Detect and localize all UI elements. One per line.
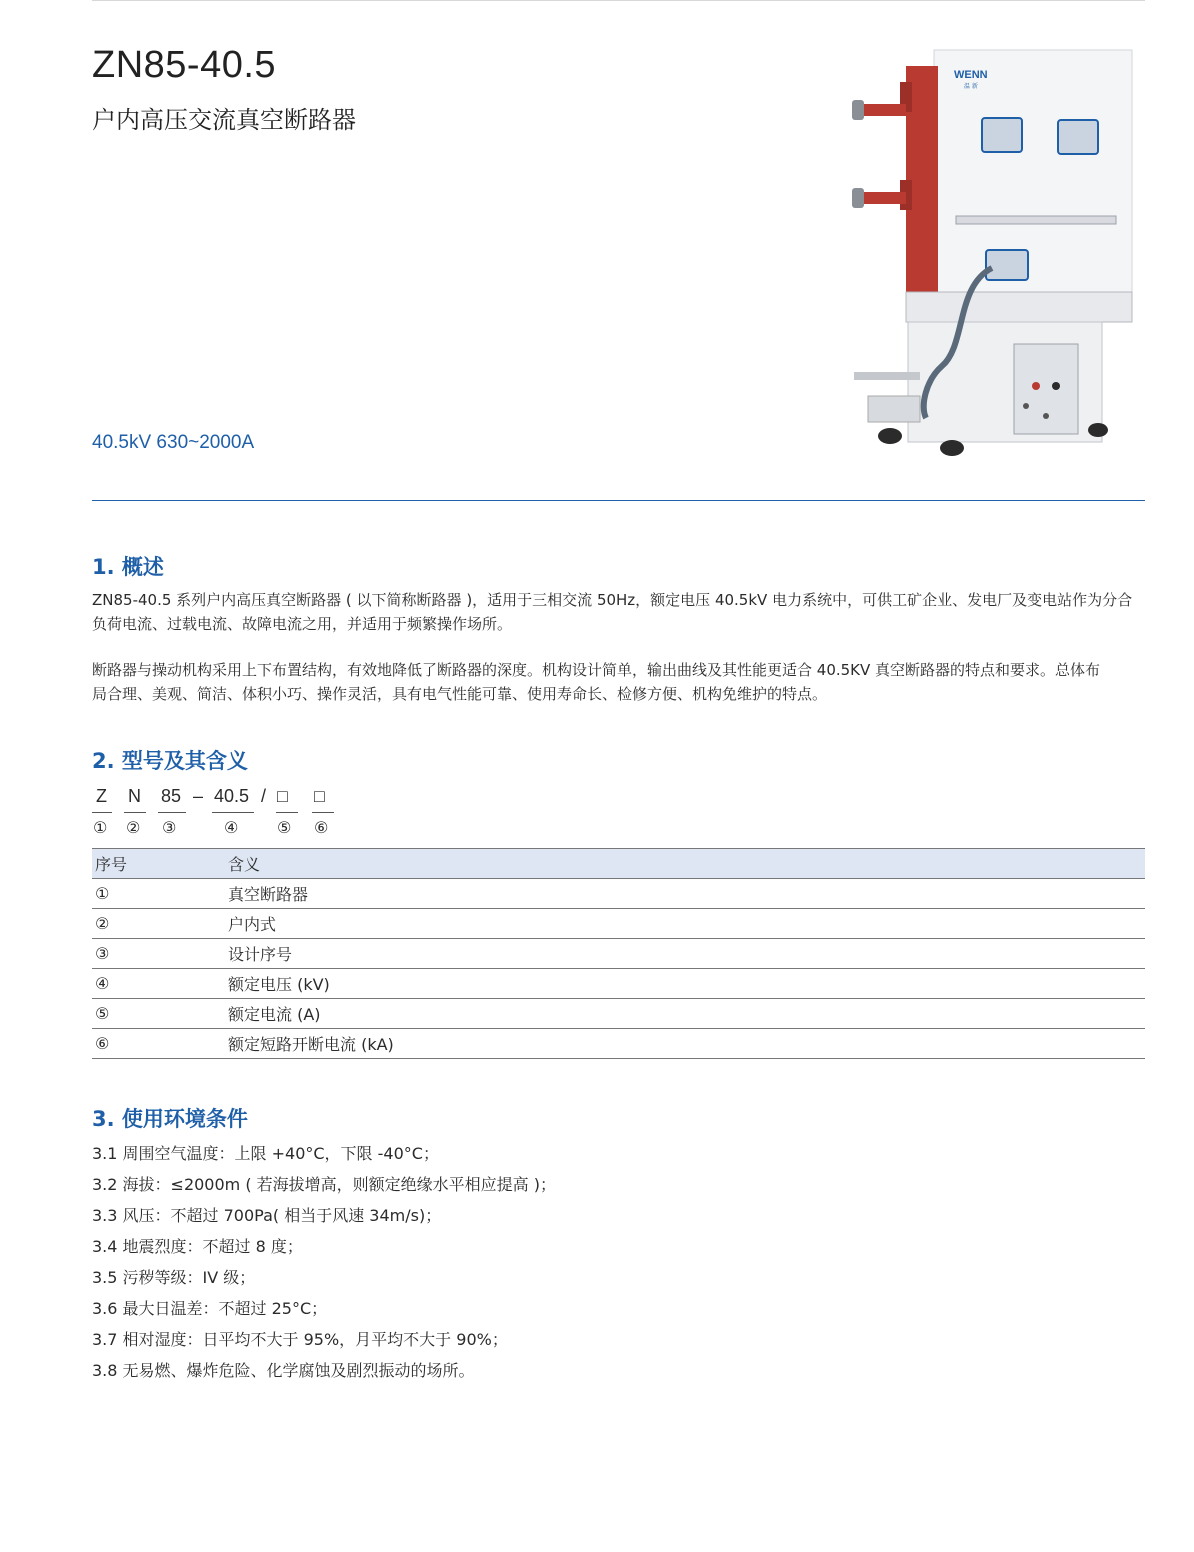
window-right xyxy=(1058,120,1098,154)
environment-conditions-list xyxy=(92,1140,556,1388)
row-meaning: 真空断路器 xyxy=(225,879,1145,909)
code-box-breaking: □ xyxy=(314,786,325,806)
overview-p1-line2: 负荷电流、过载电流、故障电流之用，并适用于频繁操作场所。 xyxy=(92,615,513,633)
control-panel xyxy=(1014,344,1078,434)
table-row xyxy=(92,939,1145,969)
row-index: ③ xyxy=(92,939,225,969)
model-title: ZN85-40.5 xyxy=(92,44,277,86)
upper-bushing xyxy=(858,104,906,116)
list-item: 3.5 污秽等级：IV 级； xyxy=(92,1268,256,1287)
code-num-1: ① xyxy=(93,818,108,837)
operating-window xyxy=(986,250,1028,280)
list-item: 3.4 地震烈度：不超过 8 度； xyxy=(92,1237,303,1256)
code-underline-4 xyxy=(212,812,254,813)
overview-paragraph-1 xyxy=(92,588,1145,636)
overview-p2-line1: 断路器与操动机构采用上下布置结构，有效地降低了断路器的深度。机构设计简单，输出曲线及其性能更适合 40.5KV 真空断路器的特点和要求。总体布 xyxy=(92,661,1101,679)
row-meaning: 设计序号 xyxy=(225,939,1145,969)
model-code-diagram xyxy=(92,786,492,816)
code-box-current: □ xyxy=(277,786,288,806)
header-divider xyxy=(92,500,1145,501)
list-item: 3.6 最大日温差：不超过 25°C； xyxy=(92,1299,328,1318)
list-item: 3.7 相对湿度：日平均不大于 95%，月平均不大于 90%； xyxy=(92,1330,508,1349)
code-num-2: ② xyxy=(126,818,141,837)
overview-p1-line1: ZN85-40.5 系列户内高压真空断路器 ( 以下简称断路器 )，适用于三相交流 50Hz，额定电压 40.5kV 电力系统中，可供工矿企业、发电厂及变电站作为分合 xyxy=(92,591,1133,609)
list-item: 3.1 周围空气温度：上限 +40°C，下限 -40°C； xyxy=(92,1144,439,1163)
header-meaning: 含义 xyxy=(225,849,1145,879)
table-row xyxy=(92,969,1145,999)
code-underline-5 xyxy=(276,812,298,813)
code-design: 85 xyxy=(161,786,182,806)
code-num-5: ⑤ xyxy=(277,818,292,837)
code-num-3: ③ xyxy=(162,818,177,837)
wheel-front-left xyxy=(878,428,902,444)
breaker-illustration xyxy=(846,46,1140,460)
row-meaning: 额定电流 (A) xyxy=(225,999,1145,1029)
brand-logo: WENN xyxy=(954,69,988,81)
code-slash: / xyxy=(261,786,267,806)
header-index: 序号 xyxy=(92,849,225,879)
window-left xyxy=(982,118,1022,152)
table-row xyxy=(92,879,1145,909)
top-rule xyxy=(92,0,1145,1)
model-meaning-table xyxy=(92,848,1145,1059)
lower-bushing xyxy=(858,192,906,204)
code-underline-3 xyxy=(158,812,186,813)
row-index: ⑤ xyxy=(92,999,225,1029)
row-index: ④ xyxy=(92,969,225,999)
table-row xyxy=(92,1029,1145,1059)
list-item: 3.8 无易燃、爆炸危险、化学腐蚀及剧烈振动的场所。 xyxy=(92,1361,475,1380)
rating-text: 40.5kV 630~2000A xyxy=(92,432,255,453)
code-num-4: ④ xyxy=(224,818,239,837)
row-meaning: 户内式 xyxy=(225,909,1145,939)
table-header-row xyxy=(92,849,1145,879)
wheel-rear xyxy=(1088,423,1108,437)
code-underline-1 xyxy=(92,812,112,813)
truck-frame xyxy=(906,292,1132,322)
table-row xyxy=(92,999,1145,1029)
section-model-heading: 2. 型号及其含义 xyxy=(92,749,248,773)
section-overview-heading: 1. 概述 xyxy=(92,555,164,579)
list-item: 3.3 风压：不超过 700Pa( 相当于风速 34m/s)； xyxy=(92,1206,442,1225)
handle-bar xyxy=(956,216,1116,224)
code-n: N xyxy=(128,786,141,806)
wheel-front-right xyxy=(940,440,964,456)
table-row xyxy=(92,909,1145,939)
code-underline-6 xyxy=(312,812,334,813)
overview-p2-line2: 局合理、美观、简洁、体积小巧、操作灵活，具有电气性能可靠、使用寿命长、检修方便、机构免维护的特点。 xyxy=(92,685,828,703)
section-environment-heading: 3. 使用环境条件 xyxy=(92,1107,248,1131)
list-item: 3.2 海拔：≤2000m ( 若海拔增高，则额定绝缘水平相应提高 )； xyxy=(92,1175,556,1194)
code-underline-2 xyxy=(124,812,146,813)
overview-paragraph-2 xyxy=(92,658,1145,706)
code-dash: – xyxy=(193,786,204,806)
row-index: ② xyxy=(92,909,225,939)
code-voltage: 40.5 xyxy=(214,786,250,806)
row-meaning: 额定短路开断电流 (kA) xyxy=(225,1029,1145,1059)
product-name: 户内高压交流真空断路器 xyxy=(92,106,356,134)
row-index: ⑥ xyxy=(92,1029,225,1059)
brand-sub: 温 新 xyxy=(964,83,978,90)
row-meaning: 额定电压 (kV) xyxy=(225,969,1145,999)
code-num-6: ⑥ xyxy=(314,818,329,837)
code-z: Z xyxy=(96,786,107,806)
row-index: ① xyxy=(92,879,225,909)
